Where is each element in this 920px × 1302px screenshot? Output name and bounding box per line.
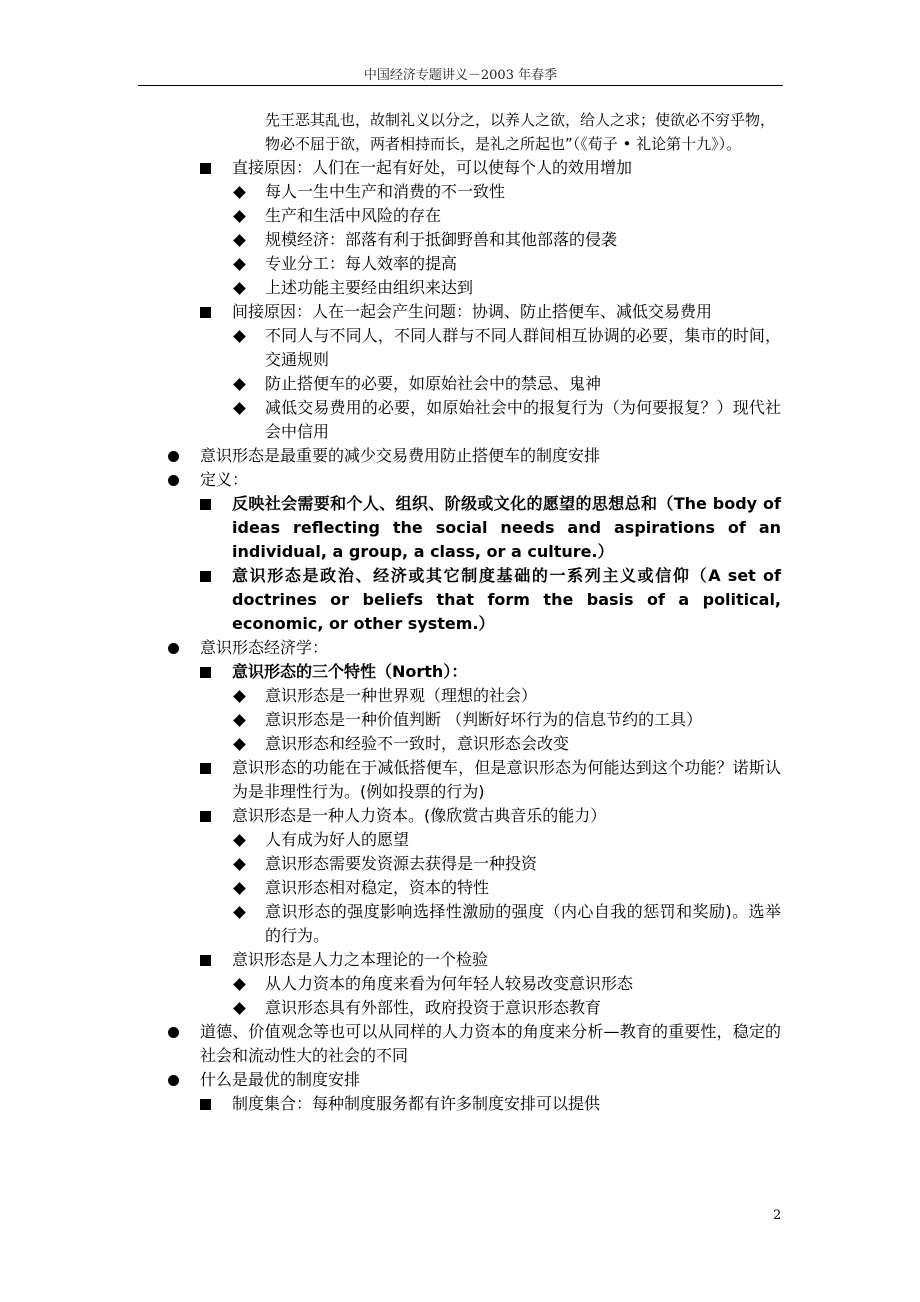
list-item bbox=[265, 180, 781, 204]
bullet-diamond-icon bbox=[233, 324, 253, 348]
list-item-text: 意识形态的功能在于减低搭便车，但是意识形态为何能达到这个功能？诺斯认为是非理性行为。(例如投票的行为) bbox=[232, 758, 781, 801]
list-item bbox=[232, 564, 781, 636]
list-item-text: 意识形态是一种人力资本。(像欣赏古典音乐的能力） bbox=[232, 806, 607, 825]
bullet-square-icon bbox=[200, 804, 220, 829]
bullet-diamond-icon bbox=[233, 252, 253, 276]
outline-list bbox=[0, 156, 920, 1116]
bullet-diamond-icon bbox=[233, 228, 253, 252]
list-item bbox=[265, 396, 781, 444]
list-item-text: 意识形态经济学： bbox=[200, 638, 329, 657]
list-item-text: 间接原因：人在一起会产生问题：协调、防止搭便车、减低交易费用 bbox=[232, 302, 713, 321]
list-item bbox=[232, 660, 781, 684]
bullet-diamond-icon bbox=[233, 396, 253, 420]
list-item bbox=[265, 972, 781, 996]
bullet-square-icon bbox=[200, 300, 220, 325]
list-item bbox=[232, 756, 781, 804]
list-item bbox=[265, 372, 781, 396]
bullet-square-icon bbox=[200, 756, 220, 781]
list-item bbox=[265, 252, 781, 276]
list-item-text: 道德、价值观念等也可以从同样的人力资本的角度来分析—教育的重要性，稳定的社会和流动性大的社会的不同 bbox=[200, 1022, 781, 1065]
list-item bbox=[265, 828, 781, 852]
bullet-diamond-icon bbox=[233, 180, 253, 204]
list-item-text: 人有成为好人的愿望 bbox=[265, 830, 410, 849]
bullet-square-icon bbox=[200, 660, 220, 685]
list-item-text: 意识形态的强度影响选择性激励的强度（内心自我的惩罚和奖励)。选举的行为。 bbox=[265, 902, 781, 945]
list-item bbox=[232, 156, 781, 180]
bullet-diamond-icon bbox=[233, 828, 253, 852]
list-item-text: 每人一生中生产和消费的不一致性 bbox=[265, 182, 506, 201]
list-item-text: 制度集合：每种制度服务都有许多制度安排可以提供 bbox=[232, 1094, 601, 1113]
list-item bbox=[265, 204, 781, 228]
continuation-paragraph: 先王恶其乱也，故制礼义以分之，以养人之欲，给人之求；使欲必不穷乎物，物必不屈于欲，两者相持而长，是礼之所起也”（《荀子 • 礼论第十九》）。 bbox=[265, 111, 776, 153]
list-item-text: 意识形态和经验不一致时，意识形态会改变 bbox=[265, 734, 570, 753]
list-item bbox=[265, 876, 781, 900]
list-item-text: 从人力资本的角度来看为何年轻人较易改变意识形态 bbox=[265, 974, 634, 993]
list-item-text: 什么是最优的制度安排 bbox=[200, 1070, 361, 1089]
list-item bbox=[265, 324, 781, 372]
list-item bbox=[265, 996, 781, 1020]
list-item bbox=[200, 636, 781, 660]
bullet-disc-icon bbox=[168, 1068, 188, 1093]
bullet-square-icon bbox=[200, 1092, 220, 1117]
bullet-diamond-icon bbox=[233, 996, 253, 1020]
bullet-diamond-icon bbox=[233, 876, 253, 900]
list-item bbox=[200, 468, 781, 492]
list-item-text: 意识形态相对稳定，资本的特性 bbox=[265, 878, 490, 897]
bullet-disc-icon bbox=[168, 444, 188, 469]
bullet-diamond-icon bbox=[233, 276, 253, 300]
list-item-text: 不同人与不同人，不同人群与不同人群间相互协调的必要，集市的时间，交通规则 bbox=[265, 326, 781, 369]
bullet-disc-icon bbox=[168, 1020, 188, 1045]
list-item-text: 生产和生活中风险的存在 bbox=[265, 206, 442, 225]
bullet-disc-icon bbox=[168, 636, 188, 661]
page-header: 中国经济专题讲义－2003 年春季 bbox=[363, 68, 558, 83]
list-item bbox=[265, 708, 781, 732]
list-item bbox=[200, 1020, 781, 1068]
list-item bbox=[232, 948, 781, 972]
header-rule bbox=[138, 85, 783, 86]
list-item-text: 意识形态是人力之本理论的一个检验 bbox=[232, 950, 489, 969]
list-item-text: 防止搭便车的必要，如原始社会中的禁忌、鬼神 bbox=[265, 374, 602, 393]
list-item bbox=[265, 228, 781, 252]
bullet-diamond-icon bbox=[233, 708, 253, 732]
list-item bbox=[232, 804, 781, 828]
list-item-text: 反映社会需要和个人、组织、阶级或文化的愿望的思想总和（The body of ideas reflecting the social needs and aspirations of an individual, a group, a class, or a culture.） bbox=[232, 494, 781, 561]
list-item-text: 规模经济：部落有利于抵御野兽和其他部落的侵袭 bbox=[265, 230, 618, 249]
list-item-text: 意识形态需要发资源去获得是一种投资 bbox=[265, 854, 538, 873]
bullet-diamond-icon bbox=[233, 972, 253, 996]
bullet-diamond-icon bbox=[233, 684, 253, 708]
list-item-text: 定义： bbox=[200, 470, 249, 489]
list-item bbox=[265, 276, 781, 300]
bullet-diamond-icon bbox=[233, 852, 253, 876]
list-item-text: 专业分工：每人效率的提高 bbox=[265, 254, 458, 273]
list-item bbox=[265, 732, 781, 756]
list-item bbox=[232, 1092, 781, 1116]
list-item-text: 意识形态是一种世界观（理想的社会） bbox=[265, 686, 538, 705]
page-number: 2 bbox=[773, 1208, 782, 1223]
bullet-diamond-icon bbox=[233, 204, 253, 228]
list-item-text: 意识形态具有外部性，政府投资于意识形态教育 bbox=[265, 998, 602, 1017]
list-item-text: 减低交易费用的必要，如原始社会中的报复行为（为何要报复？）现代社会中信用 bbox=[265, 398, 781, 441]
list-item-text: 意识形态是一种价值判断 （判断好坏行为的信息节约的工具） bbox=[265, 710, 703, 729]
list-item bbox=[232, 492, 781, 564]
bullet-diamond-icon bbox=[233, 372, 253, 396]
bullet-square-icon bbox=[200, 948, 220, 973]
list-item-text: 上述功能主要经由组织来达到 bbox=[265, 278, 474, 297]
bullet-square-icon bbox=[200, 564, 220, 589]
list-item bbox=[265, 900, 781, 948]
page-content bbox=[0, 108, 920, 1116]
list-item bbox=[200, 444, 781, 468]
list-item bbox=[265, 852, 781, 876]
list-item-text: 意识形态的三个特性（North）： bbox=[232, 662, 468, 681]
bullet-square-icon bbox=[200, 156, 220, 181]
list-item-text: 意识形态是政治、经济或其它制度基础的一系列主义或信仰（A set of doctrines or beliefs that form the basis of a political, economic, or other system.） bbox=[232, 566, 781, 633]
bullet-disc-icon bbox=[168, 468, 188, 493]
bullet-diamond-icon bbox=[233, 732, 253, 756]
bullet-square-icon bbox=[200, 492, 220, 517]
list-item-text: 直接原因：人们在一起有好处，可以使每个人的效用增加 bbox=[232, 158, 633, 177]
list-item-text: 意识形态是最重要的减少交易费用防止搭便车的制度安排 bbox=[200, 446, 601, 465]
list-item bbox=[232, 300, 781, 324]
bullet-diamond-icon bbox=[233, 900, 253, 924]
list-item bbox=[200, 1068, 781, 1092]
list-item bbox=[265, 684, 781, 708]
